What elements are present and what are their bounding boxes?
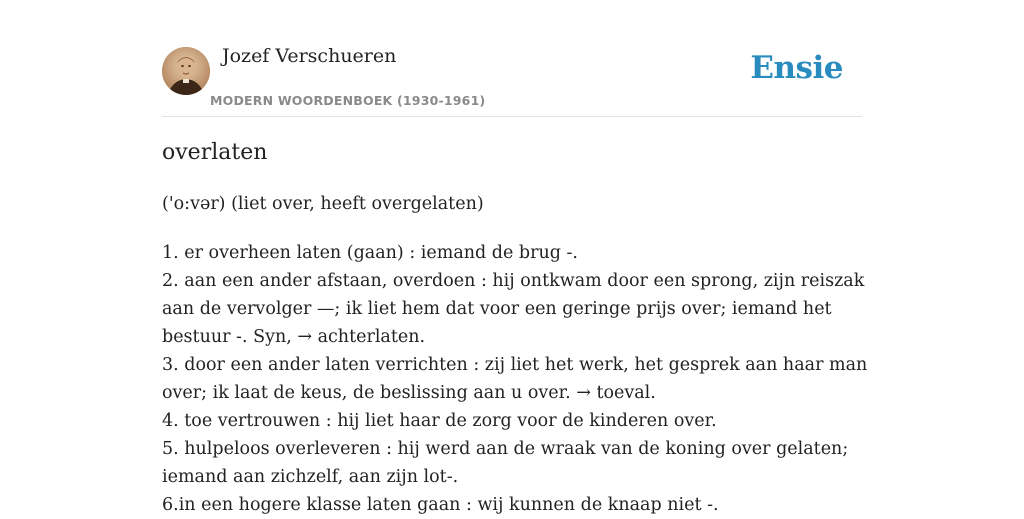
definition-line: aan de vervolger —; ik liet hem dat voor een geringe prijs over; iemand het: [162, 299, 832, 319]
pronunciation-and-forms: ('o:vər) (liet over, heeft overgelaten): [162, 194, 484, 214]
definition-line: 1. er overheen laten (gaan) : iemand de brug -.: [162, 243, 578, 263]
entry-header: [162, 0, 862, 117]
definition-line: 5. hulpeloos overleveren : hij werd aan de wraak van de koning over gelaten;: [162, 439, 849, 459]
entry-page: [162, 0, 868, 515]
definition-line: 6.in een hogere klasse laten gaan : wij kunnen de knaap niet -.: [162, 495, 719, 515]
author-name[interactable]: Jozef Verschueren: [222, 45, 397, 67]
source-title[interactable]: MODERN WOORDENBOEK (1930-1961): [210, 93, 486, 108]
definition-line: 4. toe vertrouwen : hij liet haar de zorg voor de kinderen over.: [162, 411, 717, 431]
definition-line: 2. aan een ander afstaan, overdoen : hij ontkwam door een sprong, zijn reiszak: [162, 271, 865, 291]
author-portrait-icon: [162, 47, 210, 95]
definition-line: iemand aan zichzelf, aan zijn lot-.: [162, 467, 459, 487]
page-title: overlaten: [162, 140, 268, 165]
definition-line: 3. door een ander laten verrichten : zij liet het werk, het gesprek aan haar man: [162, 355, 868, 375]
brand-logo[interactable]: Ensie: [750, 50, 843, 86]
definition-list: [162, 239, 868, 519]
author-avatar[interactable]: [162, 47, 210, 95]
definition-line: bestuur -. Syn, → achterlaten.: [162, 327, 426, 347]
definition-line: over; ik laat de keus, de beslissing aan u over. → toeval.: [162, 383, 656, 403]
